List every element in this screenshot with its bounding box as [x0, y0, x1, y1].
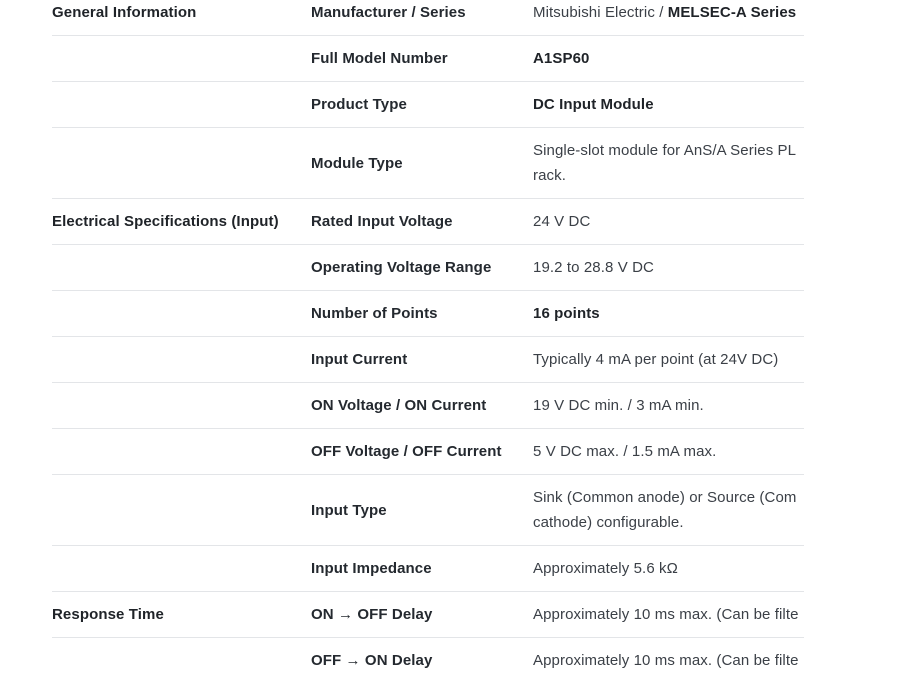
table-row: [52, 0, 804, 36]
row-label: Rated Input Voltage: [311, 213, 453, 230]
table-row: [52, 475, 804, 546]
value-text: Approximately 10 ms max. (Can be filte: [533, 652, 799, 669]
row-category: [52, 429, 311, 439]
row-value: [533, 0, 804, 35]
table-row: [52, 82, 804, 128]
row-label: ON → OFF Delay: [311, 606, 433, 623]
table-row: [52, 638, 804, 683]
value-emphasis: 16 points: [533, 305, 600, 322]
row-category: Electrical Specifications (Input): [52, 213, 279, 230]
value-text: 24 V DC: [533, 213, 591, 230]
value-text: Approximately 5.6 kΩ: [533, 560, 678, 577]
specifications-table: [52, 0, 804, 683]
row-label: OFF Voltage / OFF Current: [311, 443, 502, 460]
row-value: [533, 592, 804, 637]
row-category: General Information: [52, 4, 197, 21]
value-text: Typically 4 mA per point (at 24V DC): [533, 351, 779, 368]
row-category: [52, 383, 311, 393]
row-label: Module Type: [311, 154, 403, 172]
row-value: [533, 638, 804, 683]
row-label: ON Voltage / ON Current: [311, 397, 487, 414]
value-line: Sink (Common anode) or Source (Com: [533, 489, 797, 506]
row-category: [52, 36, 311, 46]
row-category: [52, 546, 311, 556]
table-row: [52, 128, 804, 199]
row-label: OFF → ON Delay: [311, 652, 433, 669]
value-emphasis: MELSEC-A Series: [667, 4, 797, 21]
row-category: [52, 337, 311, 347]
table-row: [52, 291, 804, 337]
row-value: [533, 546, 804, 591]
row-category: [52, 128, 311, 138]
row-label: Full Model Number: [311, 50, 448, 67]
table-row: [52, 592, 804, 638]
row-category: [52, 638, 311, 648]
table-row: [52, 429, 804, 475]
row-value: [533, 82, 804, 127]
row-category: [52, 82, 311, 92]
table-row: [52, 546, 804, 592]
row-label: Manufacturer / Series: [311, 4, 466, 21]
row-label: Number of Points: [311, 305, 438, 322]
row-category: [52, 475, 311, 485]
row-value: [533, 291, 804, 336]
row-label: Product Type: [311, 96, 407, 113]
table-row: [52, 245, 804, 291]
value-text: 19 V DC min. / 3 mA min.: [533, 397, 704, 414]
row-value: [533, 36, 804, 81]
value-text: 5 V DC max. / 1.5 mA max.: [533, 443, 717, 460]
table-row: [52, 383, 804, 429]
row-label: Input Current: [311, 351, 408, 368]
row-category: [52, 291, 311, 301]
row-value: [533, 429, 804, 474]
table-row: [52, 199, 804, 245]
value-line: rack.: [533, 167, 567, 184]
value-line: cathode) configurable.: [533, 514, 684, 531]
row-value: [533, 245, 804, 290]
row-value: [533, 199, 804, 244]
value-text: 19.2 to 28.8 V DC: [533, 259, 654, 276]
value-emphasis: DC Input Module: [533, 96, 654, 113]
table-row: [52, 337, 804, 383]
row-label: Input Impedance: [311, 560, 432, 577]
value-text: Approximately 10 ms max. (Can be filte: [533, 606, 799, 623]
value-emphasis: A1SP60: [533, 50, 590, 67]
row-label: Input Type: [311, 501, 387, 519]
value-line: Single-slot module for AnS/A Series PL: [533, 142, 797, 159]
table-row: [52, 36, 804, 82]
row-label: Operating Voltage Range: [311, 259, 492, 276]
row-value: [533, 337, 804, 382]
row-value: [533, 475, 804, 545]
value-text: Mitsubishi Electric /: [533, 4, 668, 21]
row-value: [533, 128, 804, 198]
row-value: [533, 383, 804, 428]
row-category: [52, 245, 311, 255]
row-category: Response Time: [52, 606, 164, 623]
